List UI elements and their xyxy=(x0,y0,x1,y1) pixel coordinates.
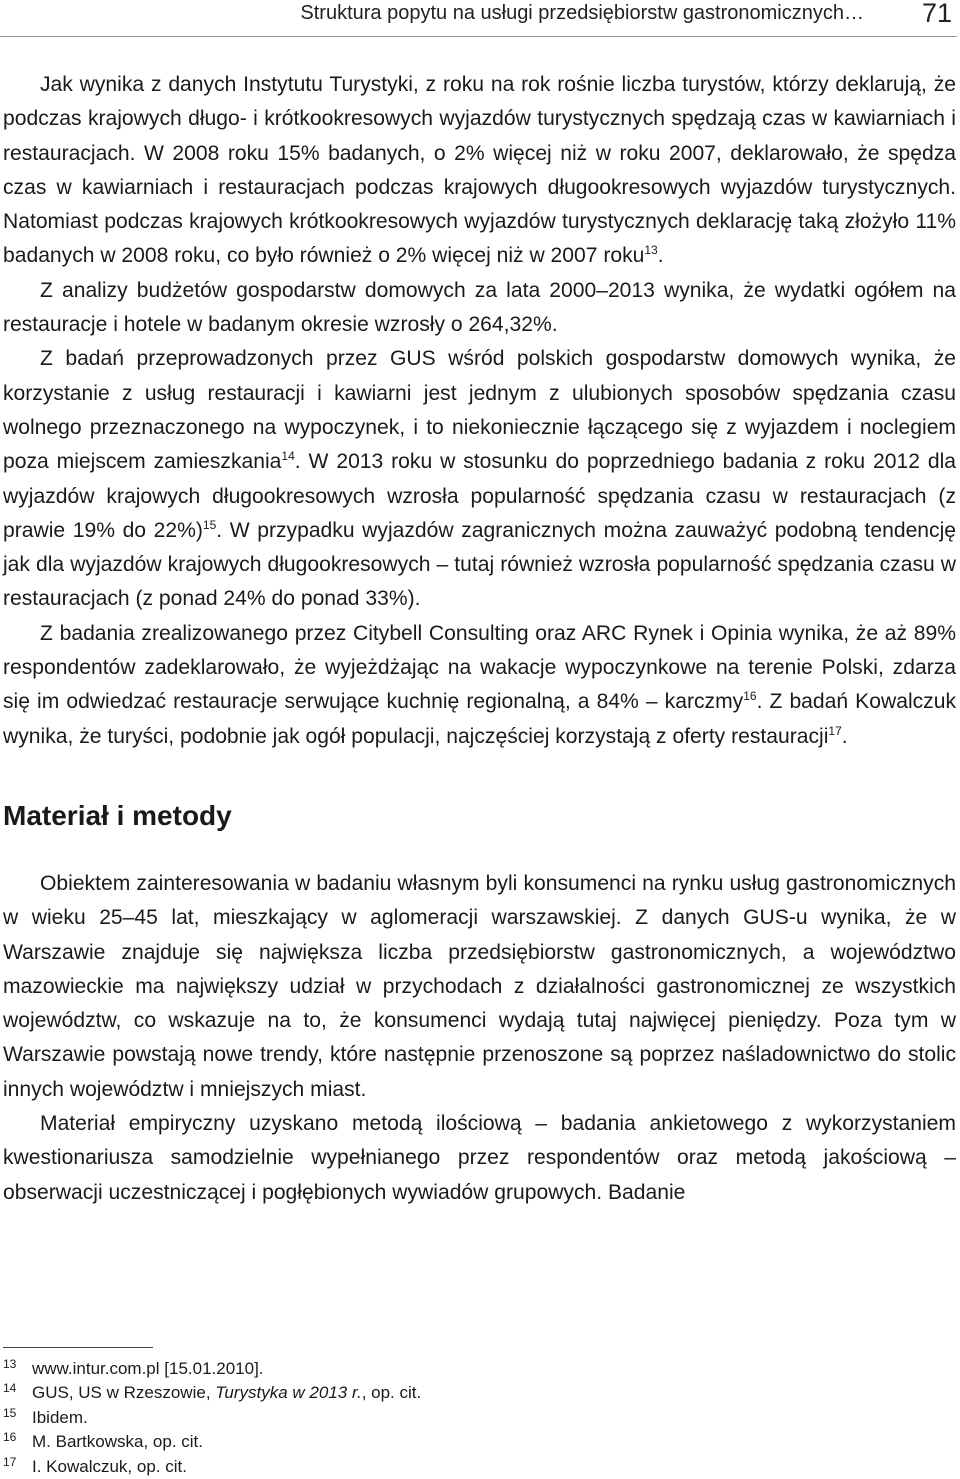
text-segment: www.intur.com.pl [15.01.2010]. xyxy=(32,1359,264,1378)
text-segment: M. Bartkowska, op. cit. xyxy=(32,1432,203,1452)
footnote-reference: 15 xyxy=(202,517,217,532)
text-segment: . W przypadku wyjazdów zagranicznych można zauważyć podobną tendencję jak dla wyjazdów krajowych długookresowych – tutaj również wzrosła popularność spędzania czasu w restauracjach (z ponad 24% do ponad 33%). xyxy=(3,518,956,611)
text-segment: Ibidem. xyxy=(32,1407,88,1427)
paragraph xyxy=(3,617,956,754)
text-segment: . xyxy=(657,244,664,268)
section-heading: Materiał i metody xyxy=(3,799,232,831)
text-segment: . xyxy=(841,724,848,748)
text-segment: Jak wynika z danych Instytutu Turystyki, z roku na rok rośnie liczba turystów, którzy deklarują, że podczas krajowych długo- i krótkookresowych wyjazdów turystycznych spędzają czas w kawiarniach i restauracjach. W 2008 roku 15% badanych, o 2% więcej niż w roku 2007, deklarowało, że spędza czas w kawiarniach i restauracjach podczas krajowych długookresowych wyjazdów turystycznych. Natomiast podczas krajowych krótkookresowych wyjazdów turystycznych deklarację taką złożyło 11% badanych w 2008 roku, co było również o 2% więcej niż w 2007 roku xyxy=(3,73,956,268)
paragraph xyxy=(3,274,956,343)
running-header xyxy=(0,0,955,30)
footnote-number: 13 xyxy=(3,1357,17,1371)
footnote-number: 17 xyxy=(3,1454,17,1469)
footnote xyxy=(3,1357,903,1381)
footnotes xyxy=(3,1357,903,1479)
footnote xyxy=(3,1430,903,1454)
body-text xyxy=(3,68,956,1210)
text-segment: Z badania zrealizowanego przez Citybell Consulting oraz ARC Rynek i Opinia wynika, że aż 89% respondentów zadeklarowało, że wyjeżdżając na wakacje wypoczynkowe na terenie Polski, zdarza się im odwiedzać restauracje serwujące kuchnię regionalną, a 84% – karczmy xyxy=(3,621,956,714)
paragraph xyxy=(3,68,956,274)
paragraph xyxy=(3,867,956,1107)
footnote-reference: 13 xyxy=(644,243,658,258)
text-segment: . Z badań Kowalczuk wynika, że turyści, podobnie jak ogół populacji, najczęściej korzystają z oferty restauracji xyxy=(3,690,957,748)
text-segment: Z analizy budżetów gospodarstw domowych za lata 2000–2013 wynika, że wydatki ogółem na restauracje i hotele w badanym okresie wzrosły o 264,32%. xyxy=(3,278,956,337)
page-number: 71 xyxy=(921,0,952,28)
footnote-number: 15 xyxy=(3,1405,17,1420)
footnote-reference: 17 xyxy=(828,723,842,738)
text-segment: GUS, US w Rzeszowie, xyxy=(32,1383,216,1403)
section-paragraphs xyxy=(3,867,956,1210)
footnote xyxy=(3,1381,903,1405)
text-segment: Materiał empiryczny uzyskano metodą ilościową – badania ankietowego z wykorzystaniem kwestionariusza samodzielnie wypełnianego przez respondentów oraz metodą jakościową – obserwacji uczestniczącej i pogłębionych wywiadów grupowych. Badanie xyxy=(3,1112,956,1204)
text-segment: I. Kowalczuk, op. cit. xyxy=(32,1456,187,1476)
text-segment: Z badań przeprowadzonych przez GUS wśród polskich gospodarstw domowych wynika, że korzystanie z usług restauracji i kawiarni jest jednym z ulubionych sposobów spędzania czasu wolnego przeznaczonego na wypoczynek, i to niekoniecznie łączącego się z wyjazdem i noclegiem poza miejscem zamieszkania xyxy=(3,347,956,474)
running-title: Struktura popytu na usługi przedsiębiorstw gastronomicznych… xyxy=(300,2,864,24)
footnote xyxy=(3,1406,903,1430)
paragraph xyxy=(3,1107,956,1210)
text-segment: . W 2013 roku w stosunku do poprzedniego badania z roku 2012 dla wyjazdów krajowych długookresowych wzrosła popularność spędzania czasu w restauracjach (z prawie 19% do 22%) xyxy=(3,450,956,542)
text-segment: , op. cit. xyxy=(361,1383,422,1403)
header-rule xyxy=(0,36,957,37)
paragraph xyxy=(3,342,956,616)
footnote-number: 14 xyxy=(3,1381,17,1396)
footnote-number: 16 xyxy=(3,1430,17,1445)
intro-paragraphs xyxy=(3,68,956,754)
footnote-rule xyxy=(3,1347,153,1348)
footnote xyxy=(3,1455,903,1479)
footnote-reference: 16 xyxy=(743,689,757,704)
footnote-reference: 14 xyxy=(281,449,295,464)
text-segment: Obiektem zainteresowania w badaniu własnym byli konsumenci na rynku usług gastronomicznych w wieku 25–45 lat, mieszkający w aglomeracji warszawskiej. Z danych GUS-u wynika, że w Warszawie znajduje się największa liczba przedsiębiorstw gastronomicznych, a województwo mazowieckie ma największy udział w przychodach z działalności gastronomicznej ze wszystkich województw, co wskazuje na to, że konsumenci wydają tutaj najwięcej pieniędzy. Poza tym w Warszawie powstają nowe trendy, które następnie przenoszone są poprzez naśladownictwo do stolic innych województw i mniejszych miast. xyxy=(3,871,956,1101)
italic-text: Turystyka w 2013 r. xyxy=(215,1383,362,1403)
